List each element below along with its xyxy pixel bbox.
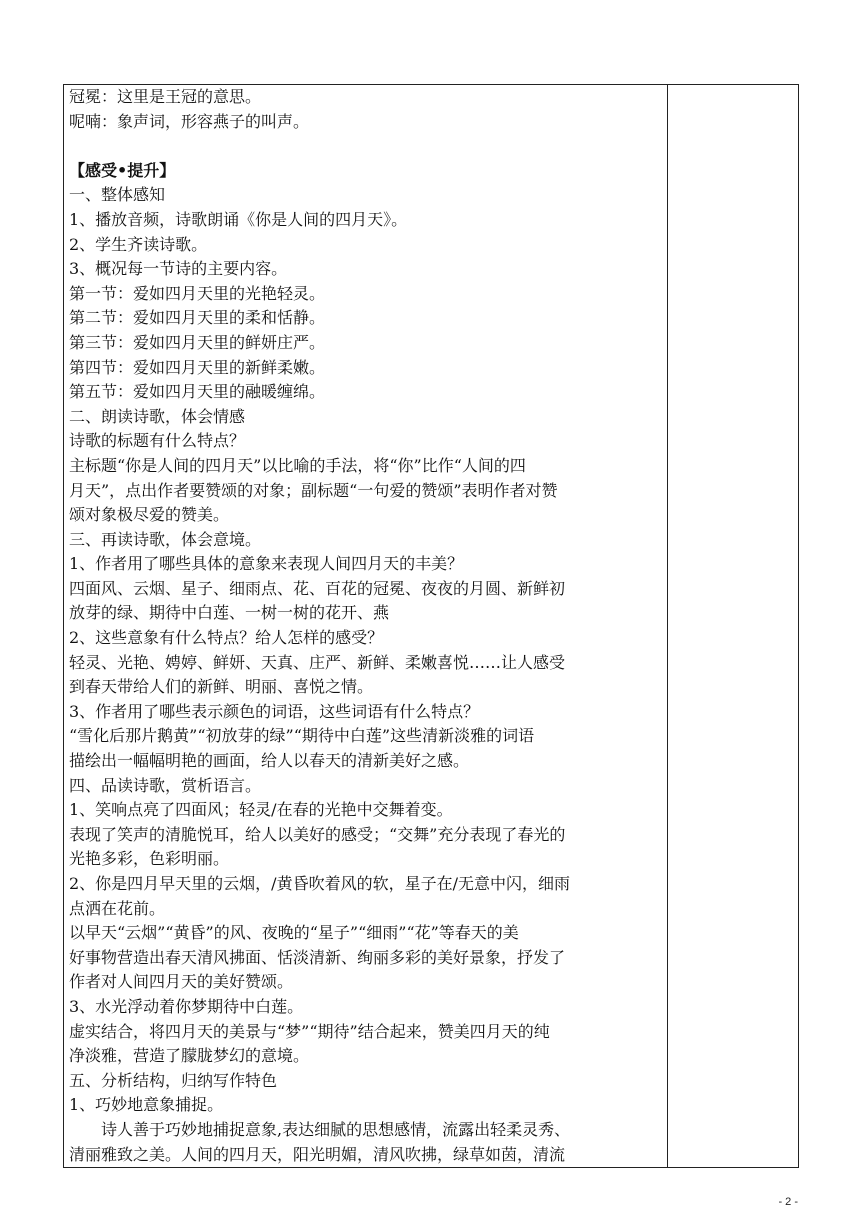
text-line: 五、分析结构，归纳写作特色 bbox=[69, 1070, 278, 1090]
table-row bbox=[64, 85, 799, 1168]
text-line: 3、水光浮动着你梦期待中白莲。 bbox=[69, 996, 304, 1016]
text-line: 点洒在花前。 bbox=[69, 898, 166, 918]
text-line: 呢喃：象声词，形容燕子的叫声。 bbox=[69, 111, 310, 131]
content-lines bbox=[64, 85, 667, 1167]
text-line: 第五节：爱如四月天里的融暖缠绵。 bbox=[69, 382, 326, 402]
text-line: 第二节：爱如四月天里的柔和恬静。 bbox=[69, 308, 326, 328]
notes-column-cell bbox=[668, 85, 799, 1168]
main-content-cell bbox=[64, 85, 668, 1168]
text-line: 表现了笑声的清脆悦耳，给人以美好的感受；“交舞”充分表现了春光的 bbox=[69, 824, 566, 844]
section-heading: 【感受•提升】 bbox=[69, 160, 176, 180]
text-line: 四面风、云烟、星子、细雨点、花、百花的冠冕、夜夜的月圆、新鲜初 bbox=[69, 578, 566, 598]
text-line: 颂对象极尽爱的赞美。 bbox=[69, 505, 230, 525]
text-line: 2、学生齐读诗歌。 bbox=[69, 234, 208, 254]
text-line: 以早天“云烟”“黄昏”的风、夜晚的“星子”“细雨”“花”等春天的美 bbox=[69, 923, 519, 943]
text-line: 虚实结合，将四月天的美景与“梦”“期待”结合起来，赞美四月天的纯 bbox=[69, 1021, 550, 1041]
text-line: 净淡雅，营造了朦胧梦幻的意境。 bbox=[69, 1046, 310, 1066]
page-number: - 2 - bbox=[778, 1196, 798, 1208]
text-line bbox=[69, 134, 661, 159]
text-line: 主标题“你是人间的四月天”以比喻的手法，将“你”比作“人间的四 bbox=[69, 455, 526, 475]
text-line: 诗歌的标题有什么特点？ bbox=[69, 431, 246, 451]
text-line: 2、你是四月早天里的云烟，/黄昏吹着风的软，星子在/无意中闪，细雨 bbox=[69, 874, 570, 893]
text-line: 好事物营造出春天清风拂面、恬淡清新、绚丽多彩的美好景象，抒发了 bbox=[69, 947, 566, 967]
text-line: 1、巧妙地意象捕捉。 bbox=[69, 1095, 224, 1115]
text-line: 1、笑响点亮了四面风；轻灵/在春的光艳中交舞着变。 bbox=[69, 800, 453, 820]
text-line: 清丽雅致之美。人间的四月天，阳光明媚，清风吹拂，绿草如茵，清流 bbox=[69, 1144, 566, 1164]
text-line: 1、播放音频，诗歌朗诵《你是人间的四月天》。 bbox=[69, 209, 408, 229]
text-line: 月天”，点出作者要赞颂的对象；副标题“一句爱的赞颂”表明作者对赞 bbox=[69, 480, 558, 500]
text-line: 3、作者用了哪些表示颜色的词语，这些词语有什么特点？ bbox=[69, 701, 480, 721]
text-line: 2、这些意象有什么特点？给人怎样的感受？ bbox=[69, 628, 384, 648]
text-line: 作者对人间四月天的美好赞颂。 bbox=[69, 972, 294, 992]
text-line: 3、概况每一节诗的主要内容。 bbox=[69, 259, 288, 279]
text-line: 放芽的绿、期待中白莲、一树一树的花开、燕 bbox=[69, 603, 390, 623]
text-line: 四、品读诗歌，赏析语言。 bbox=[69, 775, 262, 795]
text-line: 二、朗读诗歌，体会情感 bbox=[69, 406, 246, 426]
text-line: 诗人善于巧妙地捕捉意象,表达细腻的思想感情，流露出轻柔灵秀、 bbox=[101, 1119, 571, 1139]
text-line: “雪化后那片鹅黄”“初放芽的绿”“期待中白莲”这些清新淡雅的词语 bbox=[69, 726, 535, 746]
text-line: 第一节：爱如四月天里的光艳轻灵。 bbox=[69, 283, 326, 303]
text-line: 冠冕：这里是王冠的意思。 bbox=[69, 87, 262, 106]
text-line: 第四节：爱如四月天里的新鲜柔嫩。 bbox=[69, 357, 326, 377]
text-line: 轻灵、光艳、娉婷、鲜妍、天真、庄严、新鲜、柔嫩喜悦……让人感受 bbox=[69, 652, 566, 672]
text-line: 1、作者用了哪些具体的意象来表现人间四月天的丰美？ bbox=[69, 554, 464, 574]
text-line: 到春天带给人们的新鲜、明丽、喜悦之情。 bbox=[69, 677, 374, 697]
text-line: 一、整体感知 bbox=[69, 185, 166, 205]
text-line: 光艳多彩，色彩明丽。 bbox=[69, 849, 230, 869]
text-line: 描绘出一幅幅明艳的画面，给人以春天的清新美好之感。 bbox=[69, 751, 470, 771]
text-line: 第三节：爱如四月天里的鲜妍庄严。 bbox=[69, 332, 326, 352]
text-line: 三、再读诗歌，体会意境。 bbox=[69, 529, 262, 549]
lesson-table bbox=[63, 84, 799, 1168]
